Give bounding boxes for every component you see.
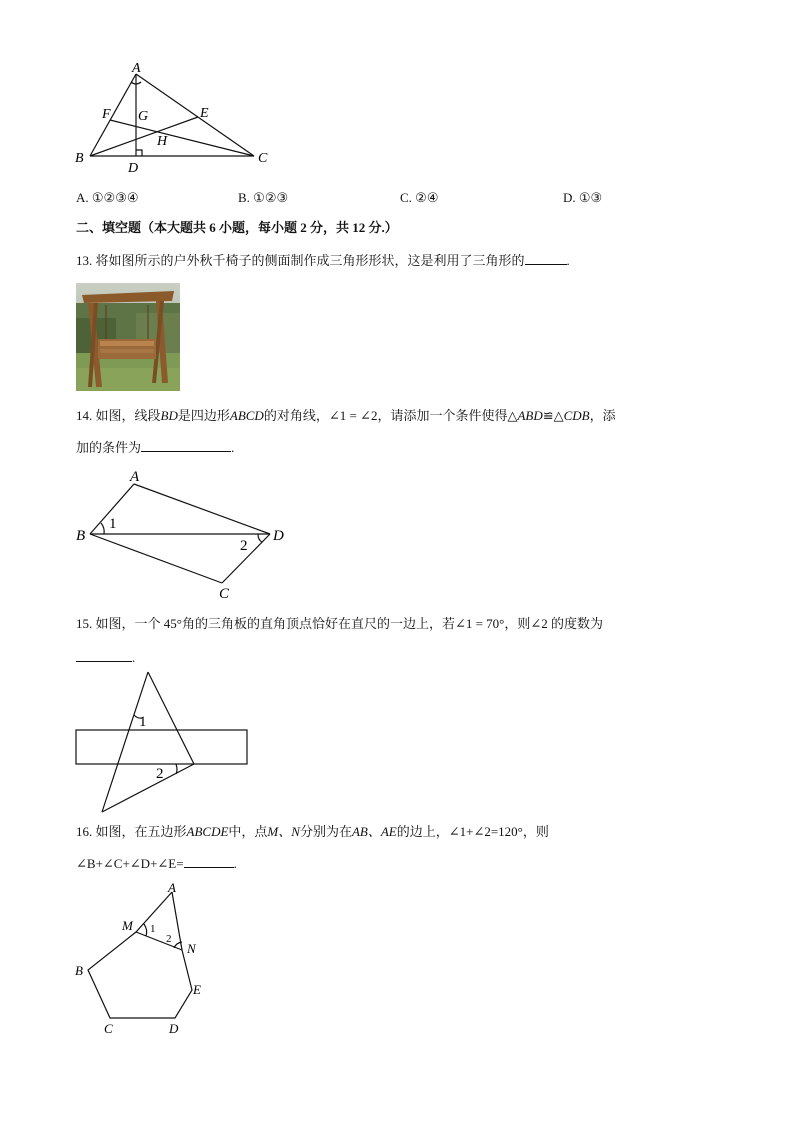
q15-angle-1: 1	[139, 714, 147, 730]
section-title: 二、填空题（本大题共 6 小题，每小题 2 分，共 12 分.）	[76, 220, 398, 235]
triangle-figure-q12	[70, 62, 280, 177]
q16-MN: M、N	[267, 824, 300, 839]
q14-label-B: B	[76, 528, 86, 544]
q14-angle-2: 2	[240, 538, 248, 554]
q16-label-D: D	[169, 1021, 179, 1036]
q14-cong: ≌△	[542, 408, 564, 423]
q16-AB-AE: AB、AE	[351, 824, 397, 839]
q14-text-c: 的对角线，∠1 = ∠2，请添加一个条件使得△	[263, 408, 518, 423]
q14-text-d: ，添	[589, 408, 616, 423]
q16-label-M: M	[122, 918, 133, 933]
question-14-line1	[76, 407, 616, 425]
q16-text-a: 16. 如图，在五边形	[76, 824, 187, 839]
q14-label-A: A	[130, 469, 140, 485]
label-H: H	[157, 134, 168, 149]
q16-ABCDE: ABCDE	[186, 824, 229, 839]
q14-end: .	[231, 440, 235, 455]
q14-angle-1: 1	[109, 516, 117, 532]
q14-text-a: 14. 如图，线段	[76, 408, 161, 423]
quadrilateral-figure-q14	[72, 464, 292, 604]
q14-CDB: CDB	[563, 408, 590, 423]
q16-label-A: A	[168, 880, 176, 895]
label-D: D	[128, 161, 139, 176]
q16-angle-1: 1	[150, 923, 156, 935]
q16-text-b: 中，点	[228, 824, 268, 839]
label-B: B	[75, 151, 84, 166]
q14-BD: BD	[160, 408, 178, 423]
q13-text: 13. 将如图所示的户外秋千椅子的侧面制作成三角形形状，这是利用了三角形的	[76, 253, 525, 268]
q14-label-C: C	[219, 586, 230, 602]
option-a: A. ①②③④	[76, 190, 139, 205]
label-E: E	[200, 106, 209, 121]
label-A: A	[132, 62, 141, 76]
q14-text-line2: 加的条件为	[76, 440, 142, 455]
ruler-triangle-figure-q15	[72, 668, 257, 818]
swing-chair-photo	[76, 283, 180, 391]
pentagon-figure-q16	[72, 880, 222, 1040]
q15-end: .	[132, 650, 136, 665]
label-G: G	[138, 109, 149, 124]
q13-answer-blank	[525, 252, 567, 265]
question-16-line2	[76, 855, 237, 873]
question-13	[76, 252, 570, 270]
q16-text-c: 分别为在	[299, 824, 352, 839]
label-F: F	[102, 107, 111, 122]
q14-answer-blank	[141, 439, 231, 452]
q16-end: .	[233, 856, 237, 871]
q15-answer-blank	[76, 649, 132, 662]
option-c: C. ②④	[400, 190, 439, 205]
q16-text-d: 的边上，∠1+∠2=120°，则	[396, 824, 549, 839]
q16-label-C: C	[104, 1021, 113, 1036]
question-16-line1	[76, 823, 549, 841]
q16-answer-blank	[184, 855, 234, 868]
q13-end: .	[566, 253, 570, 268]
q14-text-b: 是四边形	[177, 408, 230, 423]
q14-label-D: D	[273, 528, 284, 544]
question-15-line1: 15. 如图，一个 45°角的三角板的直角顶点恰好在直尺的一边上，若∠1 = 70°，则∠2 的度数为	[76, 616, 604, 631]
q14-ABD: ABD	[517, 408, 543, 423]
label-C: C	[258, 151, 268, 166]
q16-label-E: E	[193, 982, 201, 997]
option-b: B. ①②③	[238, 190, 289, 205]
q16-label-B: B	[75, 963, 83, 978]
q16-label-N: N	[187, 941, 196, 956]
q16-angle-2: 2	[166, 933, 172, 945]
q14-ABCD: ABCD	[229, 408, 264, 423]
question-15-line2	[76, 649, 135, 667]
option-d: D. ①③	[563, 190, 603, 205]
q15-angle-2: 2	[156, 766, 164, 782]
q16-text-line2: ∠B+∠C+∠D+∠E=	[76, 856, 184, 871]
question-14-line2	[76, 439, 234, 457]
